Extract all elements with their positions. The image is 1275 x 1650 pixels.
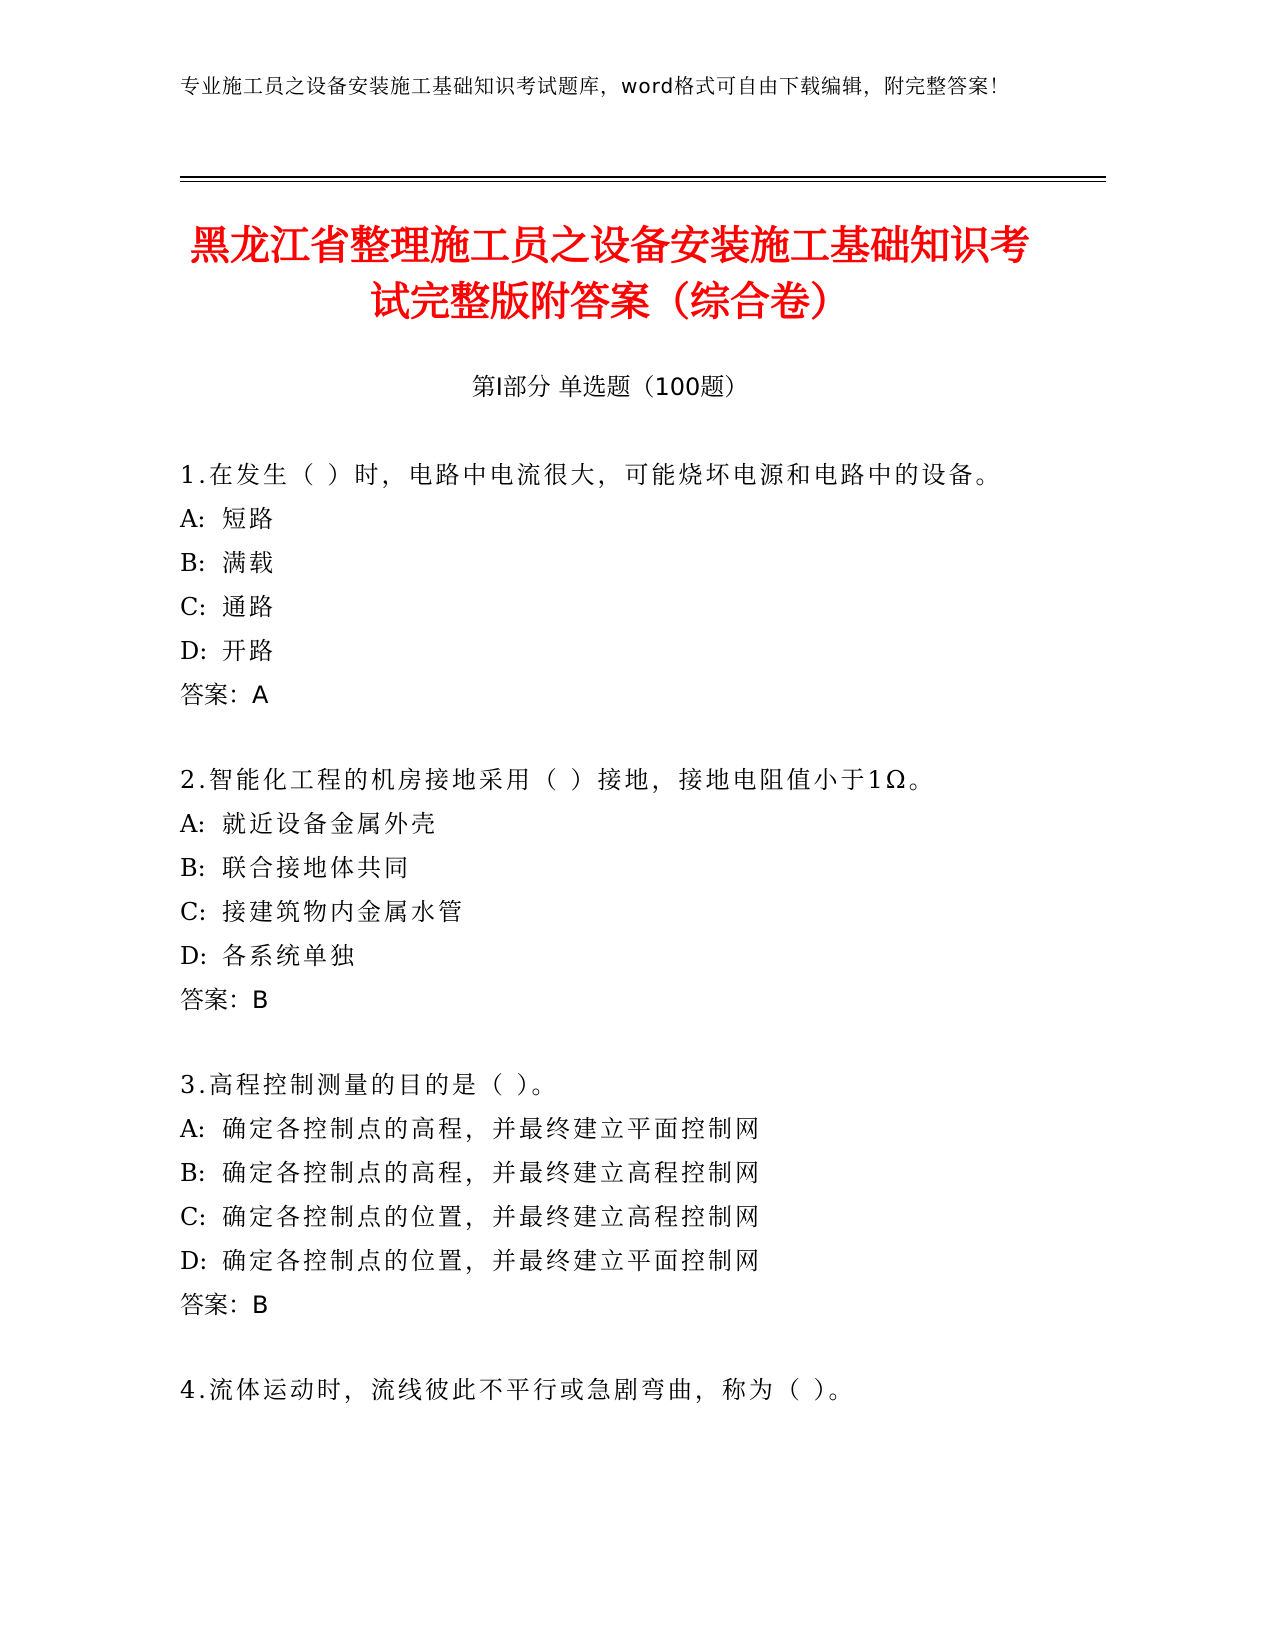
option-letter: D: xyxy=(180,942,208,970)
option-b xyxy=(180,1151,1080,1195)
option-text: 开路 xyxy=(222,637,276,665)
option-letter: B: xyxy=(180,854,206,882)
option-d xyxy=(180,1239,1080,1283)
option-text: 各系统单独 xyxy=(222,942,357,970)
option-letter: D: xyxy=(180,637,208,665)
option-text: 确定各控制点的高程，并最终建立高程控制网 xyxy=(222,1159,762,1187)
answer-line: 答案：B xyxy=(180,1291,269,1319)
option-c xyxy=(180,890,1080,934)
question-4 xyxy=(180,1368,1080,1412)
option-b xyxy=(180,541,1080,585)
section-heading: 第Ⅰ部分 单选题（100题） xyxy=(471,373,749,401)
option-c xyxy=(180,1195,1080,1239)
header-divider xyxy=(180,176,1106,182)
option-letter: B: xyxy=(180,549,206,577)
question-stem: 3.高程控制测量的目的是（ ）。 xyxy=(180,1071,559,1099)
question-stem: 2.智能化工程的机房接地采用（ ）接地，接地电阻值小于1Ω。 xyxy=(180,766,936,794)
option-text: 联合接地体共同 xyxy=(222,854,411,882)
option-b xyxy=(180,846,1080,890)
option-letter: D: xyxy=(180,1247,208,1275)
question-stem: 1.在发生（ ）时，电路中电流很大，可能烧坏电源和电路中的设备。 xyxy=(180,461,1003,489)
question-2 xyxy=(180,758,1080,1022)
option-a xyxy=(180,802,1080,846)
option-a xyxy=(180,1107,1080,1151)
document-title: 黑龙江省整理施工员之设备安装施工基础知识考试完整版附答案（综合卷） xyxy=(190,223,1030,325)
option-d xyxy=(180,934,1080,978)
option-d xyxy=(180,629,1080,673)
option-text: 就近设备金属外壳 xyxy=(222,810,438,838)
option-text: 接建筑物内金属水管 xyxy=(222,898,465,926)
header-note: 专业施工员之设备安装施工基础知识考试题库，word格式可自由下载编辑，附完整答案！ xyxy=(180,74,1011,98)
option-letter: C: xyxy=(180,898,207,926)
option-text: 确定各控制点的高程，并最终建立平面控制网 xyxy=(222,1115,762,1143)
option-letter: C: xyxy=(180,1203,207,1231)
question-list xyxy=(180,453,1080,1453)
answer-line: 答案：B xyxy=(180,986,269,1014)
option-letter: A: xyxy=(180,810,206,838)
question-stem: 4.流体运动时，流线彼此不平行或急剧弯曲，称为（ ）。 xyxy=(180,1376,856,1404)
option-a xyxy=(180,497,1080,541)
question-3 xyxy=(180,1063,1080,1327)
answer-line: 答案：A xyxy=(180,681,269,709)
option-c xyxy=(180,585,1080,629)
option-text: 确定各控制点的位置，并最终建立平面控制网 xyxy=(222,1247,762,1275)
option-text: 通路 xyxy=(222,593,276,621)
option-letter: B: xyxy=(180,1159,206,1187)
option-text: 短路 xyxy=(222,505,276,533)
option-letter: C: xyxy=(180,593,207,621)
option-text: 确定各控制点的位置，并最终建立高程控制网 xyxy=(222,1203,762,1231)
option-text: 满载 xyxy=(222,549,276,577)
option-letter: A: xyxy=(180,505,206,533)
option-letter: A: xyxy=(180,1115,206,1143)
question-1 xyxy=(180,453,1080,717)
